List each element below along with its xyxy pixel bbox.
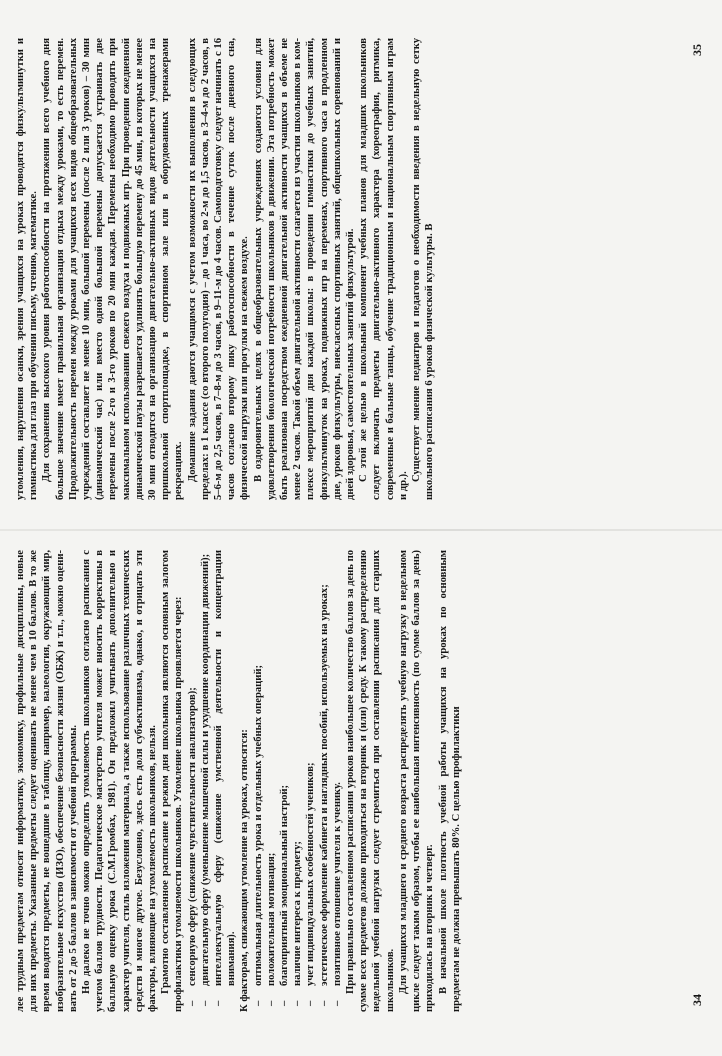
paragraph: С этой же целью в школьный компонент учебных планов для младших школьников следует включать предметы двигательно-активного характера (хореография, ритмика, современные и бальные танцы, обучение традиционным и национальным спортивным играм и др.). <box>358 38 409 500</box>
book-gutter <box>0 529 722 531</box>
list-dash: – <box>252 1000 264 1006</box>
list-item-text: позитивное отношение учителя к ученику. <box>331 782 343 986</box>
left-page <box>14 550 704 1012</box>
list-item-text: сенсорную сферу (снижение чувствительности анализаторов); <box>186 687 198 986</box>
list-item-text: благоприятный эмоциональный настрой; <box>279 784 291 986</box>
list-item <box>278 550 291 1012</box>
right-page-number: 35 <box>690 44 704 56</box>
list-item-text: оптимальная длительность урока и отдельных учебных операций; <box>252 665 264 986</box>
list-item-text: эстетическое оформление кабинета и наглядных пособий, используемых на уроках; <box>318 584 330 986</box>
list-item-text: наличие интереса к предмету; <box>292 841 304 986</box>
list-item <box>252 550 265 1012</box>
list-item <box>318 550 331 1012</box>
list-item-text: двигательную сферу (уменьшение мышечной силы и ухудшение координации движений); <box>199 553 211 986</box>
paragraph: утомления, нарушения осанки, зрения учащихся на уроках проводятся физкультминутки и гимнастика для глаз при обучении письму, чтению, математике. <box>15 38 40 500</box>
list-dash: – <box>265 1000 277 1006</box>
paragraph: Для учащихся младшего и среднего возраста распределять учебную нагрузку в недельном цикле следует таким образом, чтобы ее наибольшая интенсивность (по сумме баллов за день) приходилась на вторник и четверг. <box>397 550 436 1012</box>
left-page-number: 34 <box>690 994 704 1006</box>
paragraph: Домашние задания даются учащимся с учетом возможности их выполнения в следующих пределах: в 1 классе (со второго полугодия) – до 1 часа, во 2-м до 1,5 часов, в 3–4-м до 2 часов, в 5–6-м до 2,5 часов, в 7–8-м до 3 часов, в 9–11-м до 4 часов. Самоподготовку следует начинать с 16 часов согласно второму пику работоспособности в течение суток после дневного сна, физической нагрузки или прогулки на свежем воздухе. <box>186 38 251 500</box>
list-dash: – <box>331 1000 343 1006</box>
list-item-text: интеллектуальную сферу (снижение умственной деятельности и концентрации внимания). <box>213 550 238 986</box>
list-dash: – <box>213 1000 225 1006</box>
paragraph: лее трудным предметам относят информатику, экономику, профильные дисциплины, новые для них предметы. Указанные предметы следует оценивать не менее чем в 10 баллов. В то же время вводятся предметы, не вошедшие в таблицу, например, валеология, окружающий мир, изобразительное искусство (ИЗО), обеспечение безопасности жизни (ОБЖ) и т.п., можно оценивать от 2 до 5 баллов в зависимости от учебной программы. <box>15 550 79 1012</box>
list-dash: – <box>318 1000 330 1006</box>
paragraph: Для сохранения высокого уровня работоспособности на протяжении всего учебного дня большое значение имеет правильная организация отдыха между уроками, то есть перемен. Продолжительность перемен между уроками для учащихся всех видов общеобразовательных учреждений составляет не менее 10 мин, большой перемены (после 2 или 3 уроков) – 30 мин (динамический час) или вместо одной большой перемены допускается устраивать две перемены после 2-го и 3-го уроков по 20 мин каждая. Перемены необходимо проводить при максимальном использовании свежего воздуха и подвижных игр. При проведении ежедневной динамической паузы разрешается удлинять большую перемену до 45 мин, из которых не менее 30 мин отводится на организацию двигательно-активных видов деятельности учащихся на пришкольной спортплощадке, в спортивном зале или в оборудованных тренажерами рекреациях. <box>41 38 185 500</box>
paragraph: К факторам, снижающим утомление на уроках, относятся: <box>239 729 251 1012</box>
list-dash: – <box>292 1000 304 1006</box>
paragraph: При правильно составленном расписании уроков наибольшее количество баллов за день по сумме всех предметов должно приходиться на вторник и (или) среду. К такому распределению недельной учебной нагрузки следует стремиться при составлении расписания для старших школьников. <box>345 550 396 1012</box>
list-item-text: учет индивидуальных особенностей учеников; <box>305 762 317 986</box>
paragraph: Грамотно составленное расписание и режим дня школьника являются основным залогом профилактики утомляемости школьников. Утомление школьника проявляется через: <box>160 550 185 1012</box>
paragraph: Но далеко не точно можно определить утомляемость школьников согласно расписания с учетом баллов трудности. Педагогическое мастерство учителя может вносить коррективы в балльную оценку урока (С.М.Громбах, 1981). Он предложил учитывать дополнительно и характер учителя, стиль изложения материала, а также использование различных технических средств и многое другое. Безусловно, здесь есть доля субъективизма, однако, и отрицать эти факторы, влияющие на утомляемость школьников, нельзя. <box>81 550 159 1012</box>
list-dash: – <box>305 1000 317 1006</box>
list-item <box>304 550 317 1012</box>
list-dash: – <box>199 1000 211 1006</box>
list-item <box>331 550 344 1012</box>
list-item <box>199 550 212 1012</box>
list-item <box>186 550 199 1012</box>
list-item <box>212 550 238 1012</box>
list-item-text: положительная мотивация; <box>265 852 277 986</box>
paragraph: В оздоровительных целях в общеобразовательных учреждениях создаются условия для удовлетворения биологической потребности школьников в движении. Эта потребность может быть реализована посредством ежедневной двигательной активности учащихся в объеме не менее 2 часов. Такой объем двигательной активности слагается из участия школьников в комплексе мероприятий дня каждой школы: в проведении гимнастики до учебных занятий, физкультминуток на уроках, подвижных игр на переменах, спортивного часа в продленном дне, уроков физкультуры, внеклассных спортивных занятий, общешкольных соревнований и дней здоровья, самостоятельных занятий физкультурой. <box>252 38 357 500</box>
bullet-list <box>252 550 344 1012</box>
list-dash: – <box>186 1000 198 1006</box>
right-page <box>14 38 704 500</box>
list-item <box>291 550 304 1012</box>
list-dash: – <box>279 1000 291 1006</box>
paragraph: Существует мнение педиатров и педагогов о необходимости введения в недельную сетку школьного расписания 6 уроков физической культуры. В <box>411 38 436 500</box>
bullet-list <box>186 550 239 1012</box>
paragraph: В начальной школе плотность учебной работы учащихся на уроках по основным предметам не должна превышать 80%. С целью профилактики <box>437 550 462 1012</box>
list-item <box>265 550 278 1012</box>
